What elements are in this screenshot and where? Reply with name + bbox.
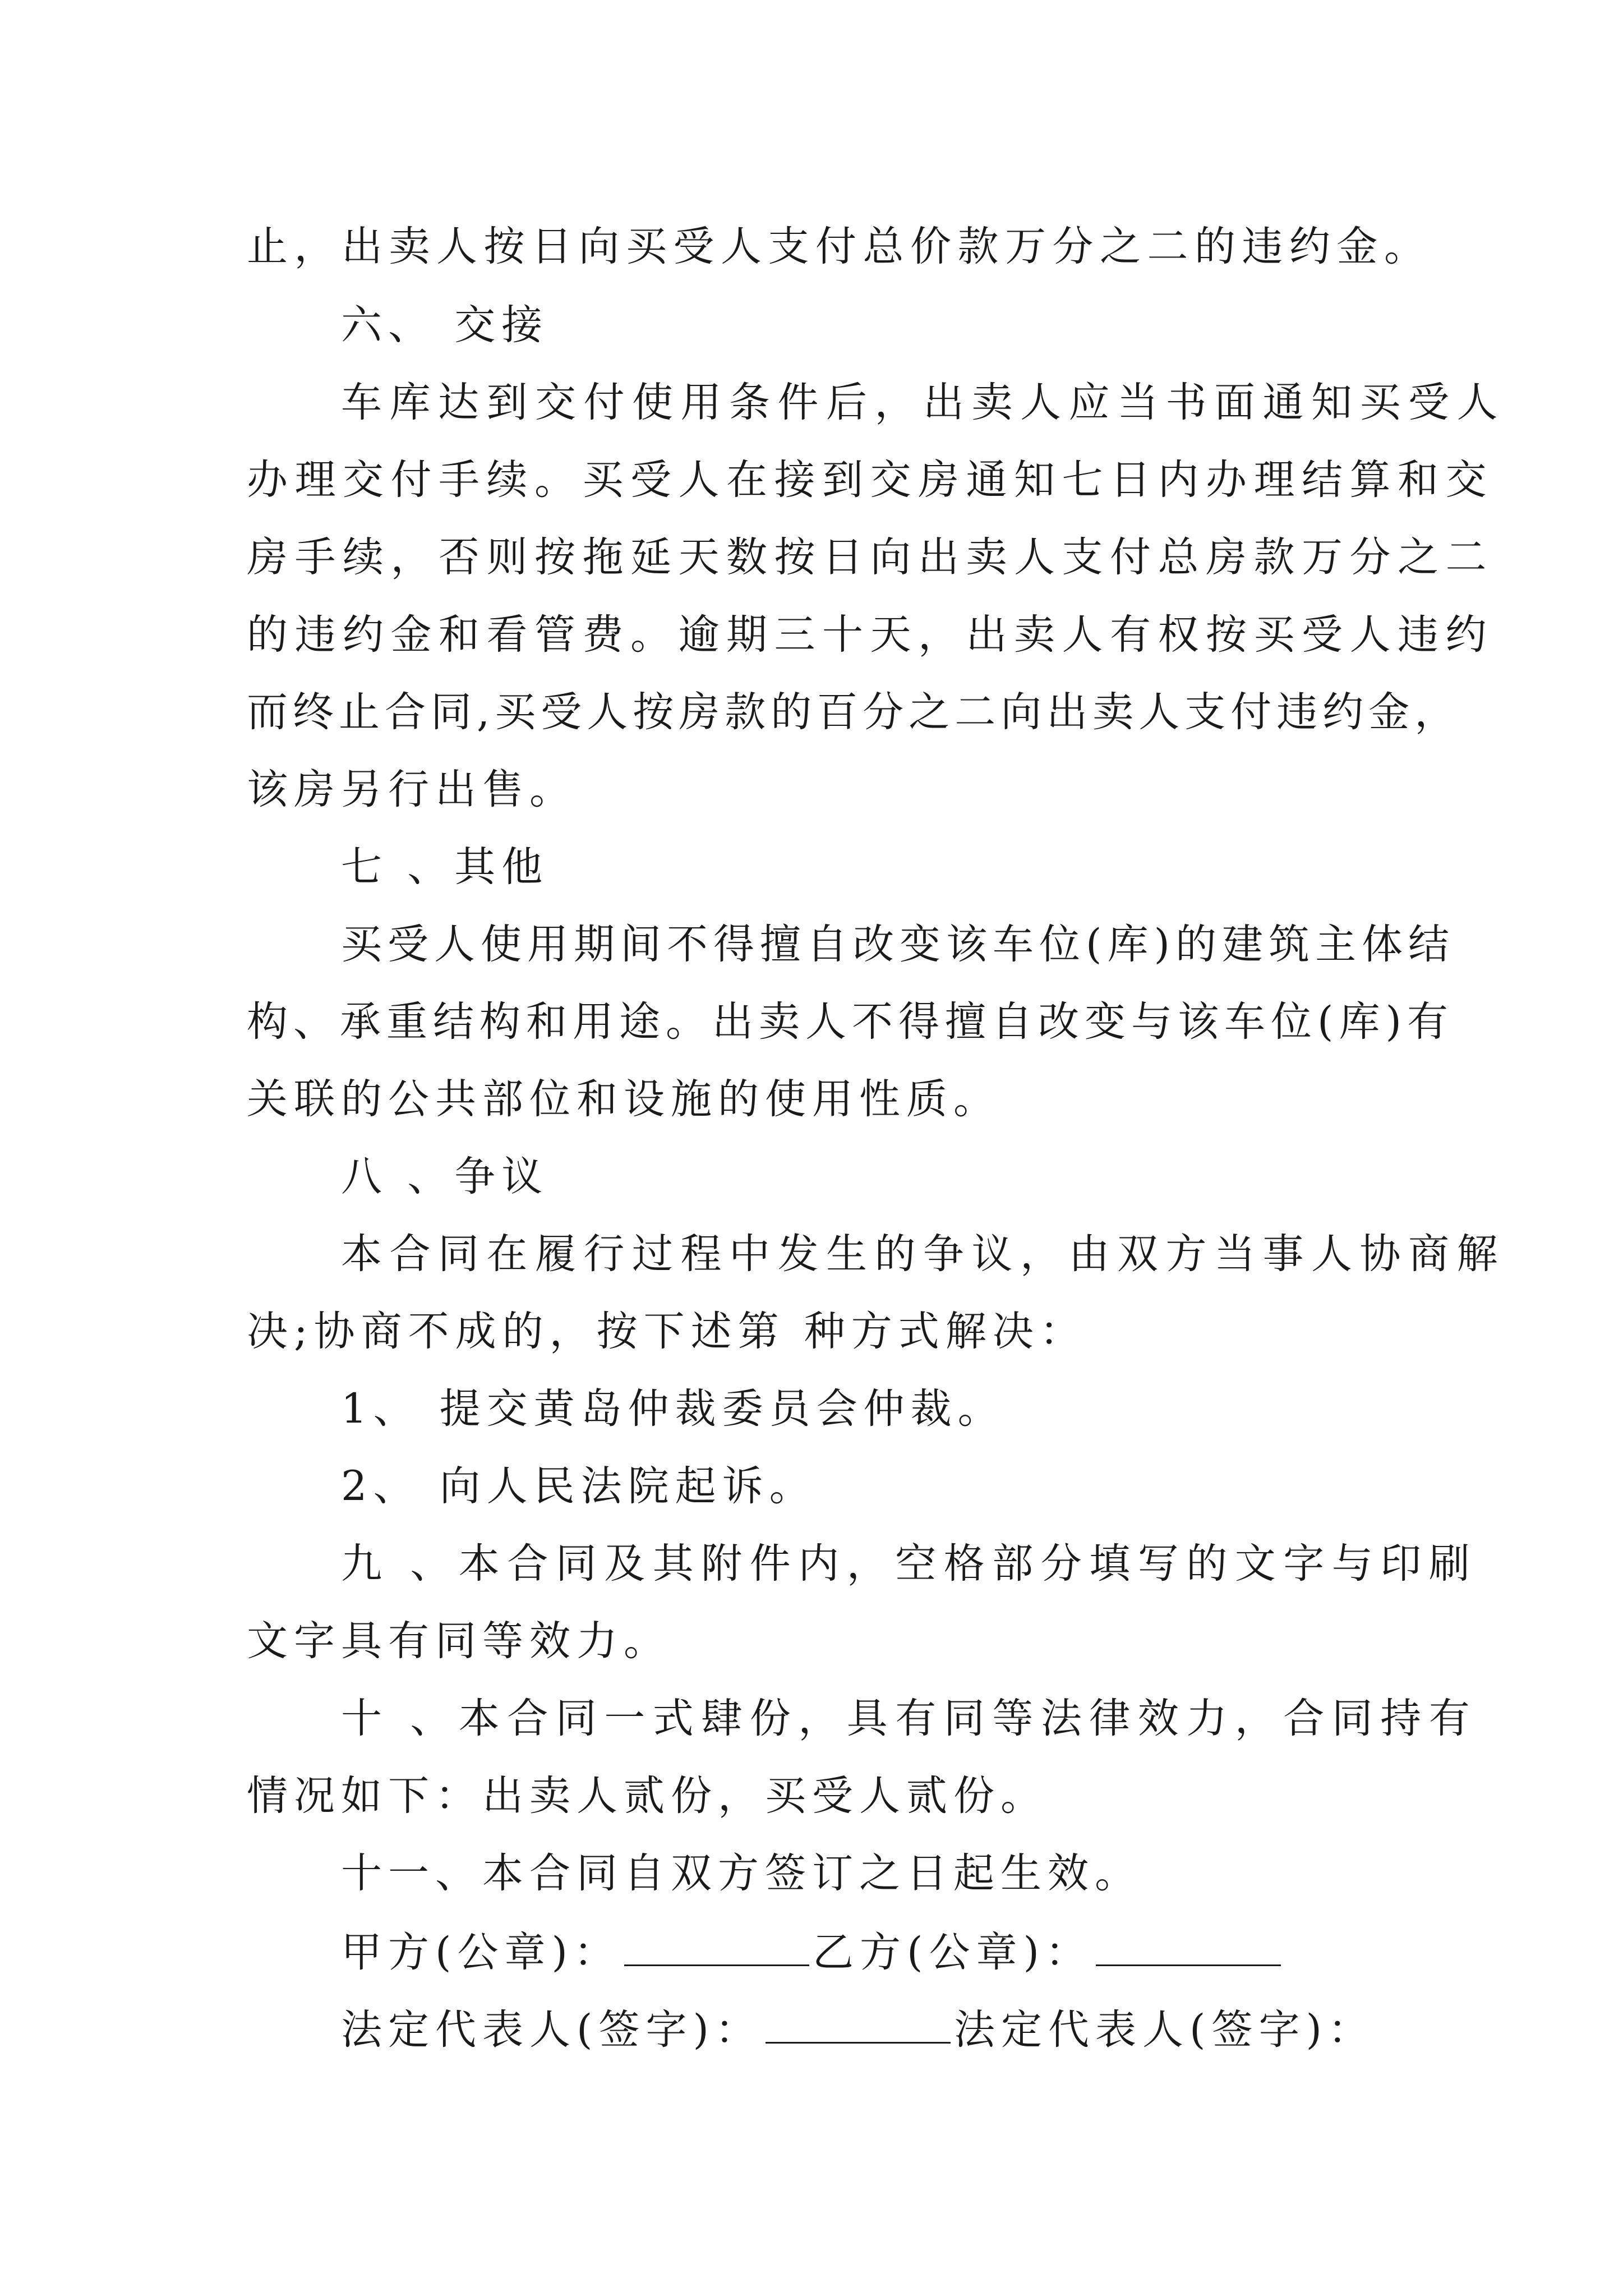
paragraph-line: 文字具有同等效力。: [247, 1617, 671, 1665]
party-b-seal-blank[interactable]: [1096, 1924, 1281, 1966]
signature-row-representative: [341, 2001, 1375, 2057]
party-b-representative-label: 法定代表人(签字)：: [953, 2006, 1375, 2054]
paragraph-line: 情况如下：出卖人贰份，买受人贰份。: [247, 1772, 1048, 1820]
paragraph-line: 决;协商不成的，按下述第 种方式解决：: [247, 1308, 1087, 1355]
paragraph-line: 办理交付手续。买受人在接到交房通知七日内办理结算和交: [247, 456, 1493, 504]
party-a-seal-blank[interactable]: [624, 1924, 809, 1966]
paragraph-line: 而终止合同,买受人按房款的百分之二向出卖人支付违约金，: [247, 688, 1461, 736]
party-a-representative-blank[interactable]: [766, 2001, 951, 2044]
section-heading-11: 十一、本合同自双方签订之日起生效。: [341, 1849, 1142, 1897]
paragraph-line: 买受人使用期间不得擅自改变该车位(库)的建筑主体结: [341, 921, 1455, 968]
section-heading-8: 八 、争议: [341, 1153, 549, 1200]
section-heading-7: 七 、其他: [341, 843, 549, 891]
party-b-seal-label: 乙方(公章)：: [812, 1929, 1092, 1976]
section-heading-6: 六、 交接: [341, 301, 549, 349]
section-heading-9: 九 、本合同及其附件内，空格部分填写的文字与印刷: [341, 1540, 1478, 1588]
paragraph-line: 的违约金和看管费。逾期三十天，出卖人有权按买受人违约: [247, 611, 1493, 659]
paragraph-line: 本合同在履行过程中发生的争议，由双方当事人协商解: [341, 1230, 1505, 1278]
party-a-seal-label: 甲方(公章)：: [341, 1929, 621, 1976]
list-item-option-2: 2、 向人民法院起诉。: [341, 1462, 817, 1510]
paragraph-line: 房手续，否则按拖延天数按日向出卖人支付总房款万分之二: [247, 533, 1493, 581]
paragraph-line: 止，出卖人按日向买受人支付总价款万分之二的违约金。: [247, 223, 1432, 270]
party-a-representative-label: 法定代表人(签字)：: [341, 2006, 762, 2054]
paragraph-line: 该房另行出售。: [247, 766, 577, 813]
list-item-option-1: 1、 提交黄岛仲裁委员会仲裁。: [341, 1385, 1005, 1433]
paragraph-line: 关联的公共部位和设施的使用性质。: [247, 1075, 1000, 1123]
signature-row-seal: [341, 1924, 1284, 1980]
section-heading-10: 十 、本合同一式肆份，具有同等法律效力，合同持有: [341, 1695, 1478, 1742]
paragraph-line: 车库达到交付使用条件后，出卖人应当书面通知买受人: [341, 379, 1505, 426]
paragraph-line: 构、承重结构和用途。出卖人不得擅自改变与该车位(库)有: [247, 998, 1454, 1046]
